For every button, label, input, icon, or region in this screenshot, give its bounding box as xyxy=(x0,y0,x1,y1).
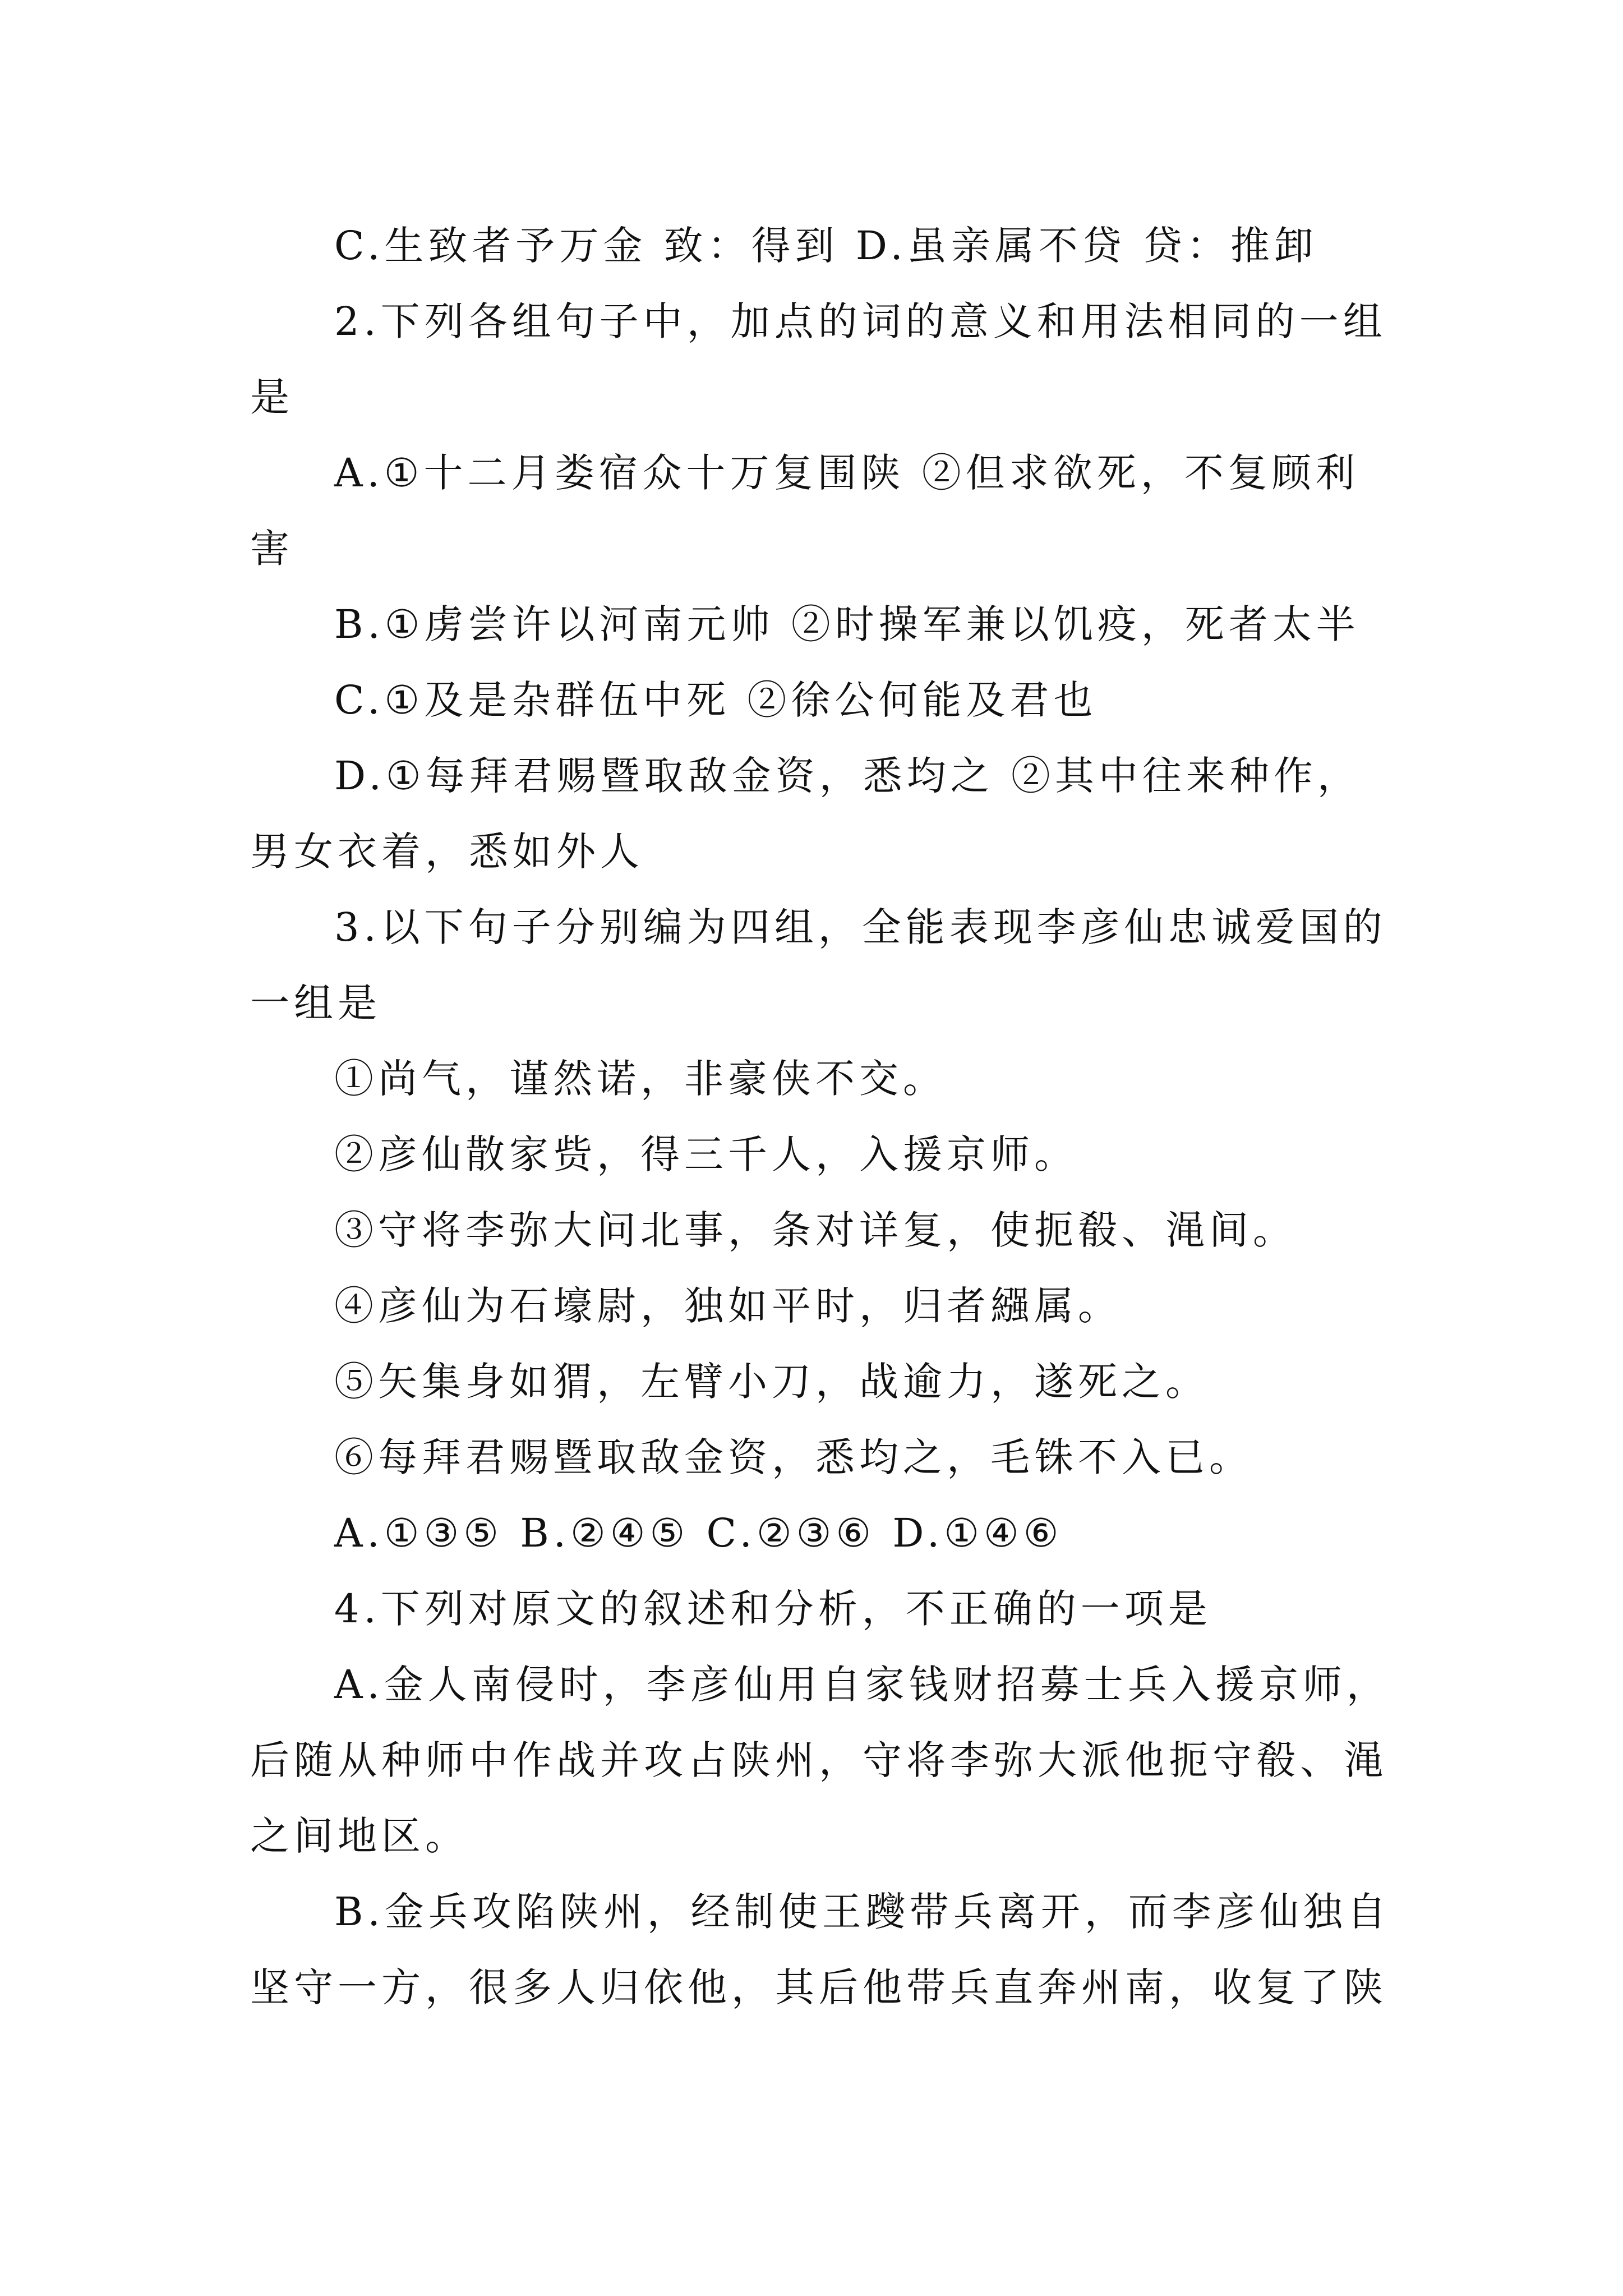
q3-sentence-4: ④彦仙为石壕尉，独如平时，归者繦属。 xyxy=(334,1283,1122,1329)
q2-option-b: B.①虏尝许以河南元帅 ②时操军兼以饥疫，死者太半 xyxy=(334,601,1360,647)
question-2-line: 2.下列各组句子中，加点的词的意义和用法相同的一组 xyxy=(334,298,1387,344)
option-line-c-d: C.生致者予万金 致：得到 D.虽亲属不贷 贷：推卸 xyxy=(334,223,1318,269)
q2-option-c: C.①及是杂群伍中死 ②徐公何能及君也 xyxy=(334,677,1098,723)
q2-option-a: A.①十二月娄宿众十万复围陕 ②但求欲死，不复顾利 xyxy=(334,450,1359,496)
q4-option-b: B.金兵攻陷陕州，经制使王躞带兵离开，而李彦仙独自 xyxy=(334,1889,1391,1935)
q3-options: A.①③⑤ B.②④⑤ C.②③⑥ D.①④⑥ xyxy=(334,1510,1063,1556)
q2-option-a-cont: 害 xyxy=(250,526,294,572)
q3-sentence-1: ①尚气，谨然诺，非豪侠不交。 xyxy=(334,1056,947,1102)
question-2-line-cont: 是 xyxy=(250,374,294,420)
q4-option-a: A.金人南侵时，李彦仙用自家钱财招募士兵入援京师， xyxy=(334,1662,1390,1708)
q2-option-d: D.①每拜君赐暨取敌金资，悉均之 ②其中往来种作， xyxy=(334,753,1361,799)
q3-sentence-6: ⑥每拜君赐暨取敌金资，悉均之，毛铢不入已。 xyxy=(334,1434,1253,1480)
question-3-line: 3.以下句子分别编为四组，全能表现李彦仙忠诚爱国的 xyxy=(334,904,1387,950)
q3-sentence-2: ②彦仙散家赀，得三千人，入援京师。 xyxy=(334,1131,1078,1177)
q3-sentence-3: ③守将李弥大问北事，条对详复，使扼殽、渑间。 xyxy=(334,1207,1297,1253)
question-4-line: 4.下列对原文的叙述和分析，不正确的一项是 xyxy=(334,1586,1212,1632)
q4-option-a-cont-1: 后随从种师中作战并攻占陕州，守将李弥大派他扼守殽、渑 xyxy=(250,1737,1387,1783)
q2-option-d-cont: 男女衣着，悉如外人 xyxy=(250,829,644,875)
question-3-line-cont: 一组是 xyxy=(250,980,381,1026)
q4-option-a-cont-2: 之间地区。 xyxy=(250,1813,469,1859)
q3-sentence-5: ⑤矢集身如猬，左臂小刀，战逾力，遂死之。 xyxy=(334,1359,1209,1405)
q4-option-b-cont: 坚守一方，很多人归依他，其后他带兵直奔州南，收复了陕 xyxy=(250,1964,1387,2010)
